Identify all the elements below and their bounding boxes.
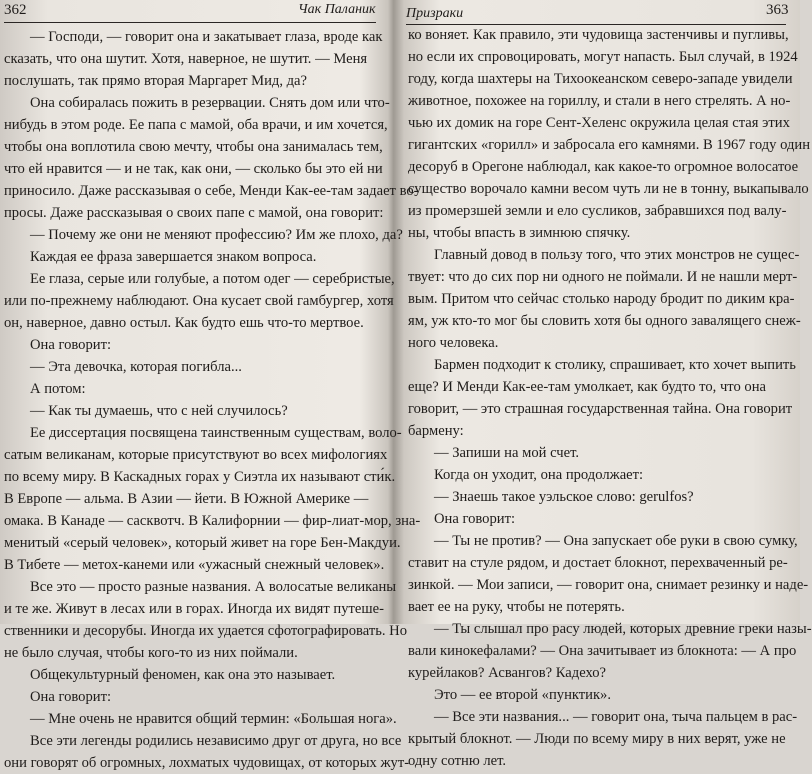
left-text-line: — Эта девочка, которая погибла... <box>30 359 242 375</box>
right-text-line: еще? И Менди Как-ее-там умолкает, как будто то, что она <box>408 379 767 395</box>
left-page-text <box>4 26 421 774</box>
right-text-line: — Знаешь такое уэльское слово: gerulfos? <box>434 489 694 505</box>
right-text-line: — Ты слышал про расу людей, которых древние греки назы- <box>434 621 812 637</box>
right-text-line: Главный довод в пользу того, что этих монстров не сущес- <box>434 247 800 263</box>
left-text-line: Ее глаза, серые или голубые, а потом одег — серебристые, <box>30 271 395 287</box>
right-text-line: ны, чтобы впасть в зимнюю спячку. <box>408 225 631 241</box>
left-text-line: В Тибете — метох-канеми или «ужасный снежный человек». <box>4 557 385 573</box>
right-text-line: чью их домик на горе Сент-Хеленс окружила целая стая этих <box>408 115 790 131</box>
left-text-line: что ей нравится — и не так, как они, — сколько бы это ей ни <box>4 161 383 177</box>
right-text-line: ям, уж кто-то мог бы словить хотя бы одного завалящего снеж- <box>408 313 801 329</box>
left-text-line: менитый «серый человек», который живет на горе Бен-Макдуи. <box>4 535 401 551</box>
right-text-line: Бармен подходит к столику, спрашивает, кто хочет выпить <box>434 357 796 373</box>
left-text-line: не было случая, чтобы кого-то из них поймали. <box>4 645 298 661</box>
right-text-line: — Запиши на мой счет. <box>434 445 580 461</box>
left-text-line: Все это — просто разные названия. А волосатые великаны <box>30 579 397 595</box>
right-text-line: курейлаков? Асвангов? Кадехо? <box>408 665 607 681</box>
left-text-line: нибудь в этом роде. Ее папа с мамой, оба врачи, и им хочется, <box>4 117 388 133</box>
left-running-head: Чак Паланик <box>298 2 376 17</box>
right-text-line: вает ее на руку, чтобы не потерять. <box>408 599 625 615</box>
right-text-line: бармену: <box>408 423 464 439</box>
left-text-line: — Как ты думаешь, что с ней случилось? <box>30 403 288 419</box>
left-text-line: он, наверное, давно остыл. Как будто ешь что-то мертвое. <box>4 315 364 331</box>
right-text-line: животное, похожее на гориллу, и стали в него стрелять. А но- <box>408 93 791 109</box>
right-text-line: говорит, — это страшная государственная тайна. Она говорит <box>408 401 793 417</box>
right-text-line: вым. Притом что сейчас столько народу бродит по диким кра- <box>408 291 795 307</box>
left-text-line: сатым великанам, которые присутствуют во всех мифологиях <box>4 447 388 463</box>
right-page-number: 363 <box>766 2 789 18</box>
left-page-number: 362 <box>4 2 27 18</box>
left-text-line: приносило. Даже рассказывая о себе, Менди Как-ее-там задает во- <box>4 183 419 199</box>
right-text-line: гигантских «горилл» и забросала его камнями. В 1967 году один <box>408 137 811 153</box>
right-text-line: зинкой. — Мои записи, — говорит она, снимает резинку и наде- <box>408 577 809 593</box>
right-page <box>400 0 812 769</box>
left-text-line: сказать, что она шутит. Хотя, наверное, не шутит. — Меня <box>4 51 368 67</box>
right-text-line: но если их спровоцировать, могут напасть. Был случай, в 1924 <box>408 49 798 65</box>
right-text-line: ставит на стуле рядом, и достает блокнот, перехваченный ре- <box>408 555 788 571</box>
left-text-line: Она говорит: <box>30 689 112 705</box>
right-text-line: — Все эти названия... — говорит она, тыча пальцем в рас- <box>434 709 798 725</box>
left-text-line: Общекультурный феномен, как она это называет. <box>30 667 336 683</box>
right-running-head: Призраки <box>406 6 464 21</box>
left-text-line: просы. Даже рассказывая о своих папе с мамой, она говорит: <box>4 205 384 221</box>
left-text-line: — Господи, — говорит она и закатывает глаза, вроде как <box>30 29 383 45</box>
left-text-line: В Европе — альма. В Азии — йети. В Южной Америке — <box>4 491 369 507</box>
left-text-line: А потом: <box>30 381 86 397</box>
right-page-text <box>408 24 812 772</box>
right-text-line: вали кинокефалами? — Она зачитывает из блокнота: — А про <box>408 643 797 659</box>
left-text-line: омака. В Канаде — сасквотч. В Калифорнии — фир-лиат-мор, зна- <box>4 513 421 529</box>
right-text-line: — Ты не против? — Она запускает обе руки в свою сумку, <box>434 533 798 549</box>
right-text-line: ного человека. <box>408 335 499 351</box>
right-text-line: Она говорит: <box>434 511 516 527</box>
right-text-line: Когда он уходит, она продолжает: <box>434 467 644 483</box>
left-header-rule <box>4 22 376 23</box>
right-text-line: из промерзшей земли и ело сусликов, забравшихся под валу- <box>408 203 787 219</box>
right-text-line: году, когда шахтеры на Тихоокеанском северо-западе увидели <box>408 71 793 87</box>
left-text-line: — Мне очень не нравится общий термин: «Большая нога». <box>30 711 397 727</box>
right-text-line: крытый блокнот. — Люди по всему миру в них верят, уже не <box>408 731 786 747</box>
left-text-line: ственники и десорубы. Иногда их удается сфотографировать. Но <box>4 623 407 639</box>
right-text-line: Это — ее второй «пунктик». <box>434 687 612 703</box>
left-text-line: Все эти легенды родились независимо друг от друга, но все <box>30 733 402 749</box>
left-text-line: послушать, так прямо вторая Маргарет Мид, да? <box>4 73 308 89</box>
right-text-line: твует: что до сих пор ни одного не поймали. И не нашли мерт- <box>408 269 798 285</box>
left-text-line: по всему миру. В Каскадных горах у Сиэтла их называют сти́к. <box>4 469 396 485</box>
right-text-line: одну сотню лет. <box>408 753 507 769</box>
left-text-line: Ее диссертация посвящена таинственным существам, воло- <box>30 425 402 441</box>
left-text-line: — Почему же они не меняют профессию? Им же плохо, да? <box>30 227 403 243</box>
left-text-line: Она собиралась пожить в резервации. Снять дом или что- <box>30 95 390 111</box>
left-text-line: Она говорит: <box>30 337 112 353</box>
left-text-line: и те же. Живут в лесах или в горах. Иногда их видят путеше- <box>4 601 384 617</box>
right-text-line: существо ворочало камни весом чуть ли не в тонну, выкапывало <box>408 181 809 197</box>
left-text-line: Каждая ее фраза завершается знаком вопроса. <box>30 249 317 265</box>
left-text-line: они говорят об огромных, лохматых чудовищах, от которых жут- <box>4 755 410 771</box>
left-text-line: чтобы она воплотила свою мечту, чтобы она занималась тем, <box>4 139 383 155</box>
right-text-line: десоруб в Орегоне наблюдал, как какое-то огромное волосатое <box>408 159 799 175</box>
right-text-line: ко воняет. Как правило, эти чудовища застенчивы и пугливы, <box>408 27 789 43</box>
left-text-line: или по-прежнему наблюдают. Она кусает свой гамбургер, хотя <box>4 293 394 309</box>
